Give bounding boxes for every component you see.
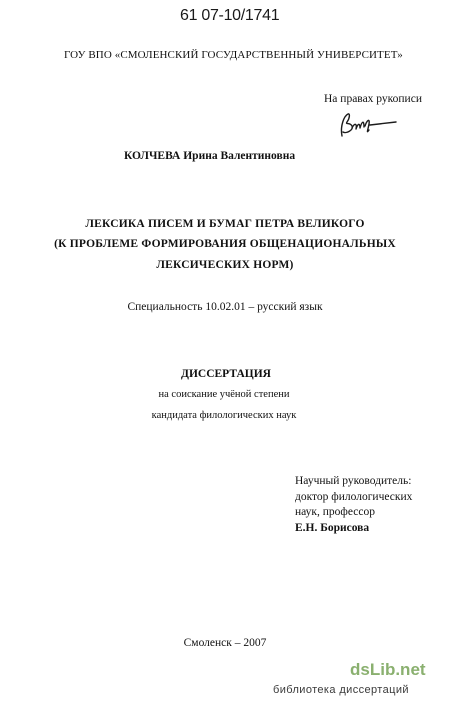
author-name: КОЛЧЕВА Ирина Валентиновна [124, 150, 296, 162]
document-type-heading: ДИССЕРТАЦИЯ [181, 368, 271, 380]
advisor-label: Научный руководитель: [295, 475, 412, 487]
watermark-logo: dsLib.net [350, 660, 426, 679]
watermark-caption: библиотека диссертаций [273, 684, 409, 696]
archive-reference-number: 61 07-10/1741 [180, 7, 280, 24]
dissertation-title-line: ЛЕКСИЧЕСКИХ НОРМ) [156, 259, 294, 271]
institution-name: ГОУ ВПО «СМОЛЕНСКИЙ ГОСУДАРСТВЕННЫЙ УНИВЕРСИТЕТ» [64, 49, 403, 61]
degree-line: кандидата филологических наук [151, 410, 297, 421]
dissertation-title-line: ЛЕКСИКА ПИСЕМ И БУМАГ ПЕТРА ВЕЛИКОГО [85, 218, 365, 230]
specialty-line: Специальность 10.02.01 – русский язык [127, 301, 323, 313]
author-signature [336, 106, 398, 142]
advisor-name: Е.Н. Борисова [295, 521, 370, 534]
advisor-block [295, 474, 412, 536]
advisor-degree: наук, профессор [295, 506, 375, 518]
city-year: Смоленск – 2007 [183, 637, 267, 649]
dissertation-title-line: (К ПРОБЛЕМЕ ФОРМИРОВАНИЯ ОБЩЕНАЦИОНАЛЬНЫХ [54, 238, 396, 250]
advisor-degree: доктор филологических [295, 490, 413, 503]
rights-note: На правах рукописи [324, 93, 422, 105]
degree-line: на соискание учёной степени [158, 389, 290, 400]
